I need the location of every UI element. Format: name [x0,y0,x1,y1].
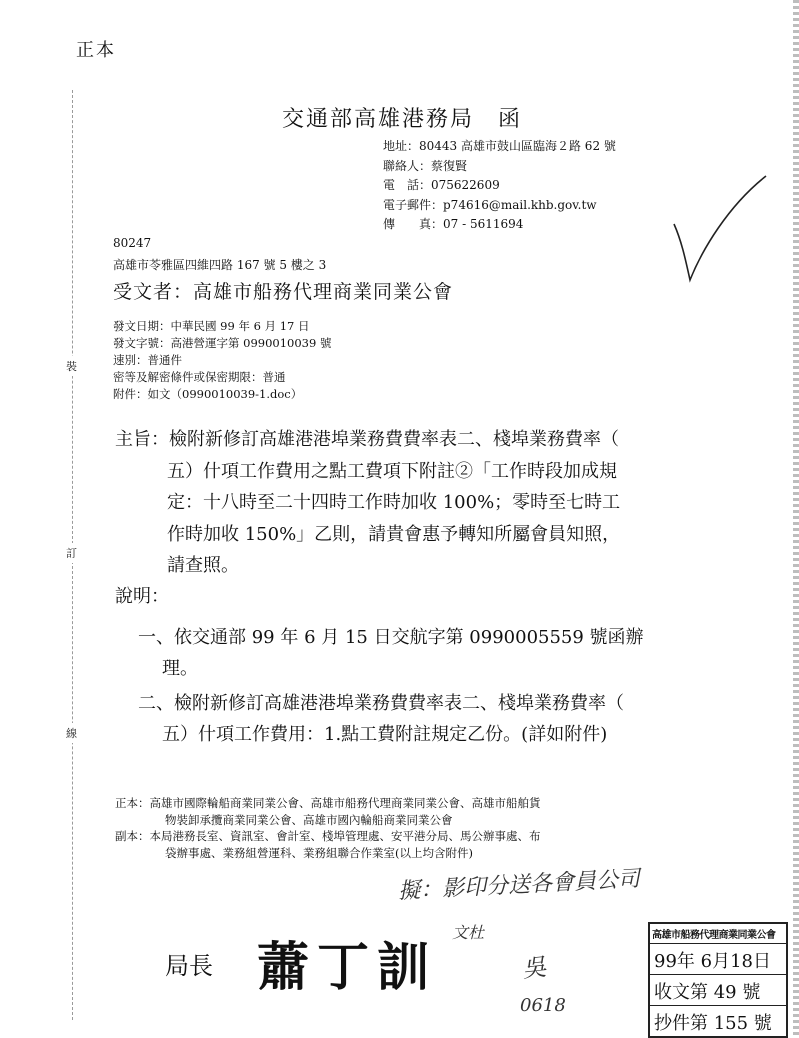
director-title: 局長 [165,952,213,980]
attachment: 附件：如文（0990010039-1.doc） [113,387,303,401]
subject-line: 主旨：檢附新修訂高雄港港埠業務費費率表二、棧埠業務費率（ [115,429,619,450]
explanation-item-1 [138,622,644,684]
receipt-stamp [648,922,788,1038]
subject-line: 作時加收 150%」乙則，請貴會惠予轉知所屬會員知照， [167,523,621,545]
check-mark-icon [670,172,770,284]
distribution-list [115,795,541,861]
explanation-line: 五）什項工作費用：1.點工費附註規定乙份。(詳如附件) [162,724,608,745]
email: 電子郵件：p74616@mail.khb.gov.tw [383,197,597,212]
stamp-date: 99年 6月18日 [650,944,786,975]
explanation-line: 理。 [162,658,198,679]
fax: 傳 真：07 - 5611694 [383,217,524,231]
urgency: 速別：普通件 [113,353,182,367]
recipient-zip: 80247 [113,236,152,250]
original-recipients-cont: 物裝卸承攬商業同業公會、高雄市國內輪船商業同業公會 [165,812,453,827]
subject-section [115,424,620,582]
binding-mark-staple: 訂 [66,543,77,563]
subject-line: 請查照。 [167,555,239,576]
stamp-received-number: 收文第 49 號 [650,975,786,1006]
handwritten-mark: 吳 [520,952,548,984]
dispatch-info [113,318,331,403]
binding-mark-bind: 裝 [66,356,77,376]
subject-line: 定：十八時至二十四時工作時加收 100%；零時至七時工 [167,492,621,513]
recipient-line: 受文者：高雄市船務代理商業同業公會 [113,281,454,303]
handwritten-note: 擬：影印分送各會員公司 [397,866,641,905]
original-recipients: 正本：高雄市國際輪船商業同業公會、高雄市船務代理商業同業公會、高雄市船舶貨 [115,796,541,810]
explanation-label: 說明： [115,586,169,607]
stamp-org: 高雄市船務代理商業同業公會 [650,924,786,944]
copy-recipients: 副本：本局港務長室、資訊室、會計室、棧埠管理處、安平港分局、馬公辦事處、布 [115,829,541,843]
scan-edge [793,0,799,1035]
explanation-item-2 [138,688,624,750]
explanation-line: 二、檢附新修訂高雄港港埠業務費費率表二、棧埠業務費率（ [138,693,624,714]
recipient-address: 高雄市苓雅區四維四路 167 號 5 樓之 3 [113,258,327,272]
binding-mark-line: 線 [66,723,77,743]
copy-recipients-cont: 袋辦事處、業務組營運科、業務組聯合作業室(以上均含附件) [165,845,473,860]
dispatch-number: 發文字號：高港營運字第 0990010039 號 [113,336,332,350]
handwritten-number: 0618 [520,995,566,1016]
copy-type-label: 正本 [76,40,116,61]
document-title: 交通部高雄港務局 函 [282,107,523,132]
contact-block [383,137,616,235]
subject-line: 五）什項工作費用之點工費項下附註②「工作時段加成規 [167,460,617,482]
handwritten-initial: 文杜 [452,923,485,942]
explanation-line: 一、依交通部 99 年 6 月 15 日交航字第 0990005559 號函辦 [138,627,644,648]
director-signature-seal: 蕭丁訓 [257,938,438,998]
stamp-copy-number: 抄件第 155 號 [654,1013,772,1034]
classification: 密等及解密條件或保密期限：普通 [113,370,286,384]
dispatch-date: 發文日期：中華民國 99 年 6 月 17 日 [113,319,310,333]
sender-address: 地址：80443 高雄市鼓山區臨海２路 62 號 [383,139,616,153]
phone: 電 話：075622609 [383,178,500,192]
contact-person: 聯絡人：蔡復賢 [383,158,468,173]
